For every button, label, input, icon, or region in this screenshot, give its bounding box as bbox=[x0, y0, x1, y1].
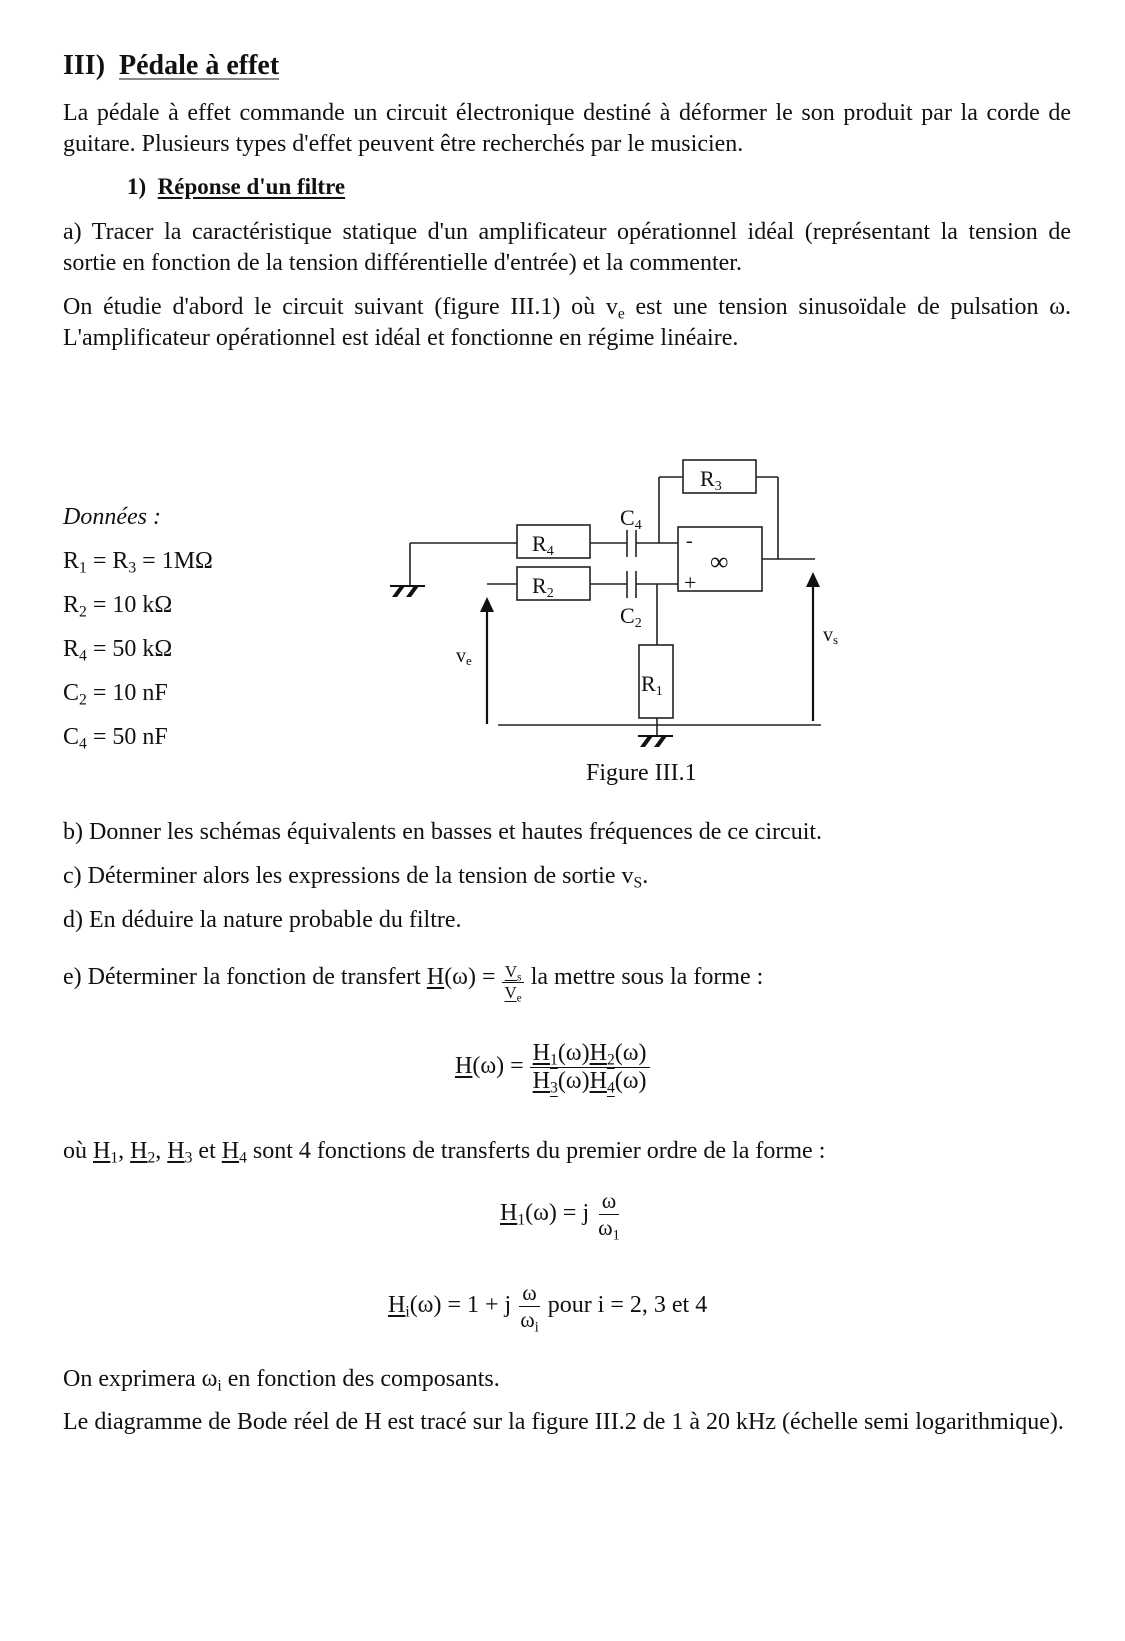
label-c4: C4 bbox=[620, 505, 642, 533]
opamp-minus: - bbox=[686, 530, 693, 552]
label-r3: R3 bbox=[700, 466, 722, 494]
circuit-diagram bbox=[380, 440, 850, 760]
intro-paragraph: La pédale à effet commande un circuit électronique destiné à déformer le son produit par la corde de guitare. Plusieurs types d'effet peuvent être recherchés par le musicien. bbox=[63, 100, 1071, 157]
subsection-heading bbox=[127, 174, 345, 200]
formula-h1: $H_1(\omega) = j$ $\frac{\omega}{\omega_1}$ bbox=[500, 1188, 620, 1244]
question-a: a) Tracer la caractéristique statique d'un amplificateur opérationnel idéal (représentant la tension de sortie en fonction de la tension différentielle d'entrée) et la commenter. bbox=[63, 219, 1071, 276]
label-c2: C2 bbox=[620, 603, 642, 631]
donnees-item: $R_2 = 10$ kΩ bbox=[63, 592, 173, 621]
formula-hi: $H_i(\omega) = 1 + j$ $\frac{\omega}{\omega_i}$ pour i = 2, 3 et 4 bbox=[388, 1280, 708, 1336]
opamp-plus: + bbox=[684, 570, 697, 595]
question-b: b) Donner les schémas équivalents en basses et hautes fréquences de ce circuit. bbox=[63, 819, 823, 845]
label-ve: ve bbox=[456, 645, 472, 668]
label-r2: R2 bbox=[532, 573, 554, 601]
label-vs: vs bbox=[823, 624, 839, 647]
label-r1: R1 bbox=[641, 671, 663, 699]
donnees-item: $C_4 = 50$ nF bbox=[63, 724, 168, 753]
opamp-infinity: ∞ bbox=[710, 547, 729, 576]
transfer-fraction: $\frac{V_s}{V_e}$ bbox=[502, 962, 525, 1003]
donnees-item: $C_2 = 10$ nF bbox=[63, 680, 168, 709]
closing-line-2: Le diagramme de Bode réel de H est tracé sur la figure III.2 de 1 à 20 kHz (échelle semi logarithmique). bbox=[63, 1409, 1064, 1435]
subsection-number: 1) bbox=[127, 174, 147, 199]
where-clause: où $H_1$, $H_2$, $H_3$ et $H_4$ sont 4 fonctions de transferts du premier ordre de la forme : bbox=[63, 1138, 826, 1167]
donnees-block bbox=[63, 495, 213, 759]
study-paragraph: On étudie d'abord le circuit suivant (figure III.1) où $v_e$ est une tension sinusoïdale de pulsation ω. L'amplificateur opérationnel est idéal et fonctionne en régime linéaire. bbox=[63, 294, 1072, 351]
question-c: c) Déterminer alors les expressions de la tension de sortie $v_S$. bbox=[63, 863, 649, 892]
question-e: e) Déterminer la fonction de transfert H(ω) = $\frac{V_s}{V_e}$ la mettre sous la forme : bbox=[63, 962, 764, 1005]
subsection-title: Réponse d'un filtre bbox=[157, 174, 346, 199]
donnees-item: $R_1 = R_3 = 1M\Omega$ bbox=[63, 548, 213, 577]
question-d: d) En déduire la nature probable du filtre. bbox=[63, 907, 462, 933]
ground-icon bbox=[390, 586, 425, 597]
section-title: Pédale à effet bbox=[119, 50, 280, 81]
formula-main: H(ω) = $\frac{H_1(\omega)H_2(\omega)}{H_3(\omega)H_4(\omega)}$ bbox=[455, 1040, 650, 1095]
donnees-item: $R_4 = 50$ kΩ bbox=[63, 636, 173, 665]
figure-caption: Figure III.1 bbox=[586, 760, 697, 786]
donnees-title: Données : bbox=[63, 504, 161, 530]
ground-icon bbox=[638, 736, 673, 747]
section-heading bbox=[63, 50, 279, 82]
label-r4: R4 bbox=[532, 531, 554, 559]
section-number: III) bbox=[63, 50, 106, 81]
closing-line-1: On exprimera $\omega_i$ en fonction des composants. bbox=[63, 1366, 500, 1395]
